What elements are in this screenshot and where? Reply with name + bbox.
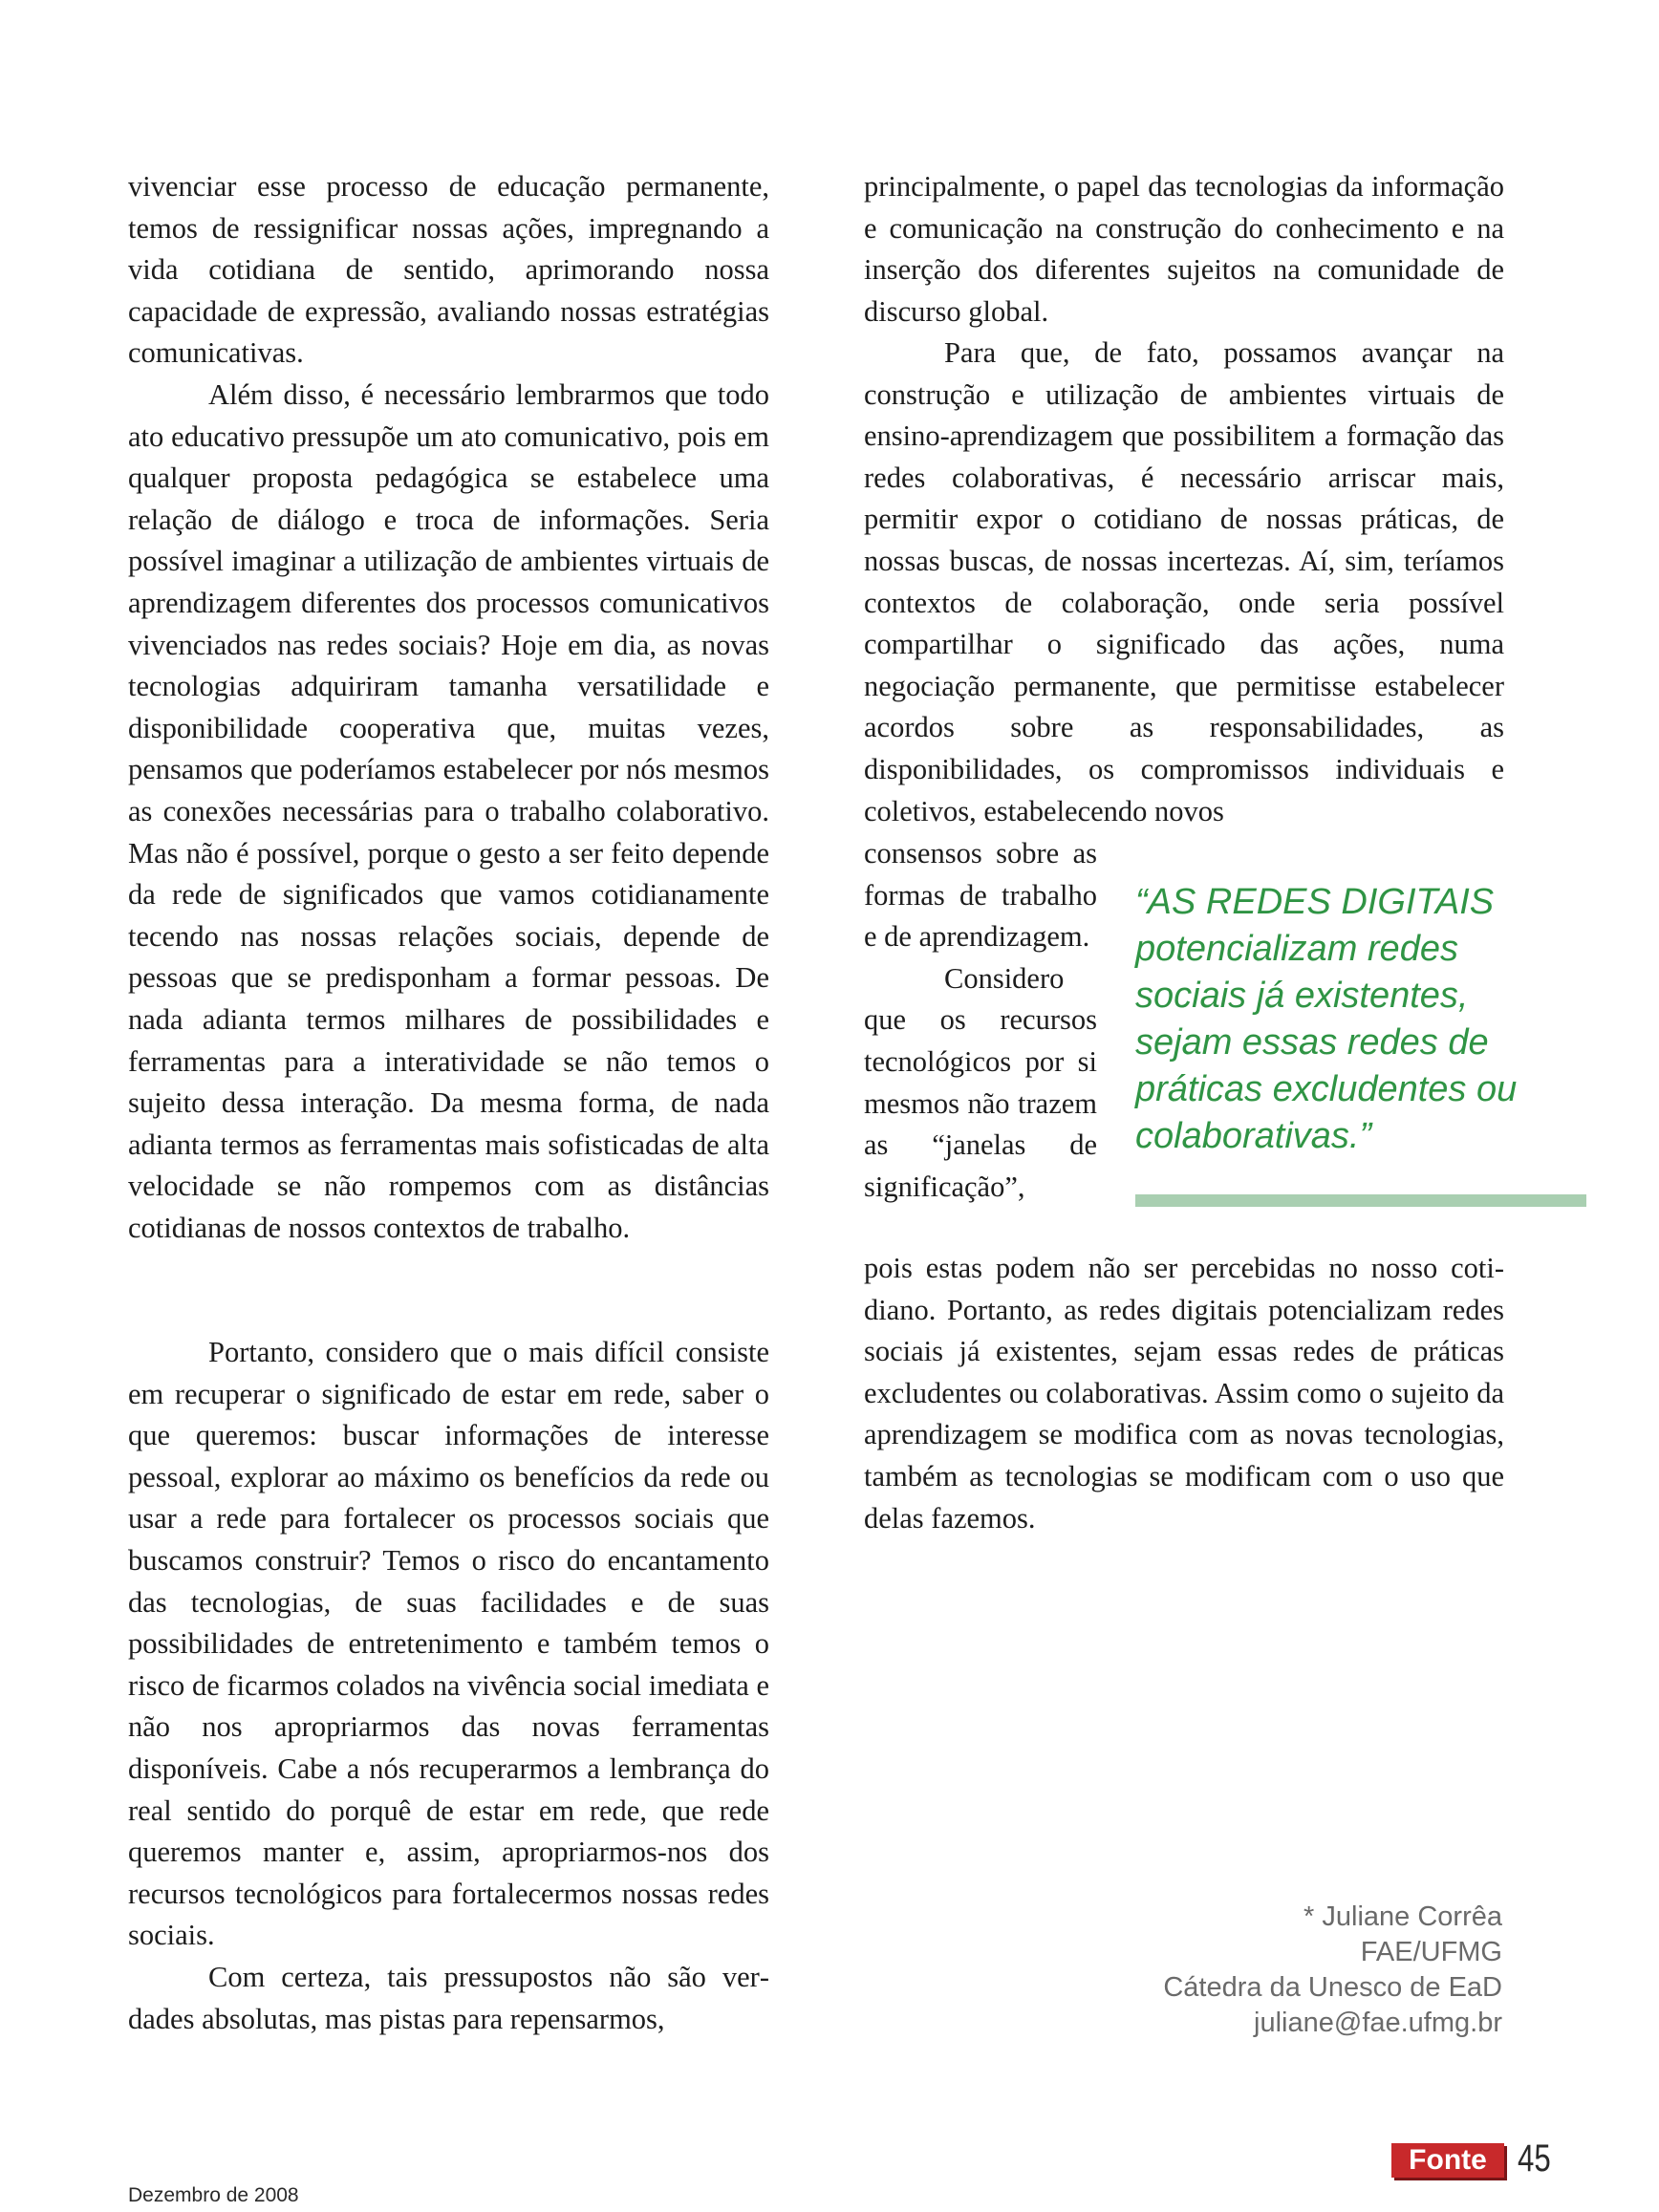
pull-quote: “AS REDES DIGITAIS potencializam redes sociais já existentes, sejam essas redes de práticas excludentes ou colaborativas.” — [1135, 882, 1518, 1156]
body-paragraph: vivenciar esse processo de educação permanente, temos de ressignificar nossas ações, impregnando a vida cotidiana de sentido, aprimorando nossa capacidade de expressão, avaliando nossas estratégias comunicativas. — [128, 170, 769, 370]
body-paragraph-narrow — [864, 833, 1097, 1208]
body-paragraph: principalmente, o papel das tecnologias da informação e comunicação na construção do conhecimento e na inserção dos diferentes sujeitos na comunidade de discurso global. — [864, 170, 1504, 328]
author-name: * Juliane Corrêa — [1304, 1901, 1502, 1932]
author-email: juliane@fae.ufmg.br — [1254, 2008, 1502, 2038]
magazine-logo: Fonte — [1391, 2143, 1504, 2178]
body-paragraph: Portanto, considero que o mais difícil consiste em recuperar o significado de estar em rede, saber o que queremos: buscar informações de interesse pessoal, explorar ao máximo os benefícios da rede ou usar a rede para fortalecer os processos sociais que buscamos construir? Temos o risco do encantamento das tecnologias, de suas facilidades e de suas possibilidades de entretenimento e também temos o risco de ficarmos colados na vivência social imediata e não nos apropriarmos das novas ferramentas disponíveis. Cabe a nós recuperarmos a lembrança do real sentido do porquê de estar em rede, que rede queremos manter e, assim, apropriarmos-nos dos recursos tecnológicos para fortalecermos nossas redes sociais. — [128, 1336, 769, 1952]
page-number: 45 — [1518, 2137, 1551, 2180]
body-paragraph: Para que, de fato, possamos avançar na construção e utilização de ambientes virtuais de ensino-aprendizagem que possibilitem a formação das redes colaborativas, é necessário arriscar mais, permitir expor o cotidiano de nossas práticas, de nossas buscas, de nossas incertezas. Aí, sim, teríamos contextos de colaboração, onde seria possível compartilhar o significado das ações, numa negociação permanente, que permitisse estabelecer acordos sobre as responsabilidades, as disponibilidades, os compromissos individuais e coletivos, estabelecendo novos — [864, 336, 1504, 827]
body-paragraph: Com certeza, tais pressupostos não são verdades absolutas, mas pistas para repensarmos, — [128, 1961, 769, 2035]
body-paragraph: Além disso, é necessário lembrarmos que todo ato educativo pressupõe um ato comunicativo, pois em qualquer proposta pedagógica se estabelece uma relação de diálogo e troca de informações. Seria possível imaginar a utilização de ambientes virtuais de aprendizagem diferentes dos processos comunicativos vivenciados nas redes sociais? Hoje em dia, as novas tecnologias adquiriram tamanha versatilidade e disponibilidade cooperativa que, muitas vezes, pensamos que poderíamos estabelecer por nós mesmos as conexões necessárias para o trabalho colaborativo. Mas não é possível, porque o gesto a ser feito depende da rede de significados que vamos cotidianamente tecendo nas nossas relações sociais, depende de pessoas que se predisponham a formar pessoas. De nada adianta termos milhares de possibilidades e ferramentas para a interatividade se não temos o sujeito dessa interação. Da mesma forma, de nada adianta termos as ferramentas mais sofisticadas de alta velocidade se não rompemos com as distâncias cotidianas de nossos contextos de trabalho. — [128, 378, 769, 1244]
author-institution: FAE/UFMG — [1360, 1937, 1502, 1967]
body-paragraph: consensos sobre as formas de trabalho e de aprendizagem. — [864, 837, 1097, 954]
body-paragraph: Considero que os recursos tecnológicos por si mesmos não trazem as “janelas de significação”, — [864, 961, 1097, 1203]
pull-quote-divider — [1135, 1194, 1586, 1207]
footer-date: Dezembro de 2008 — [128, 2184, 299, 2206]
author-signature — [1163, 1900, 1502, 2041]
body-paragraph: pois estas podem não ser percebidas no nosso cotidiano. Portanto, as redes digitais potencializam redes sociais já existentes, sejam essas redes de práticas excludentes ou colaborativas. Assim como o sujeito da aprendizagem se modifica com as novas tecnologias, também as tecnologias se modificam com o uso que delas fazemos. — [864, 1252, 1504, 1535]
author-role: Cátedra da Unesco de EaD — [1163, 1972, 1502, 2003]
